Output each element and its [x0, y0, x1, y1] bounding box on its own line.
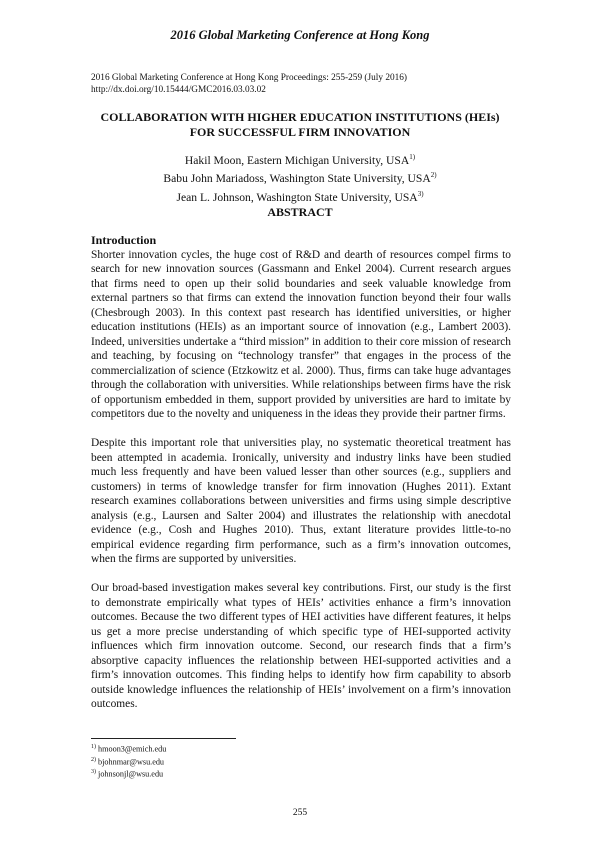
title-line-1: COLLABORATION WITH HIGHER EDUCATION INSTITUTIONS (HEIs)	[100, 110, 500, 124]
body-text	[91, 233, 511, 726]
footnote	[91, 767, 391, 780]
author-name: Hakil Moon, Eastern Michigan University, USA	[184, 153, 410, 167]
doi-link[interactable]: http://dx.doi.org/10.15444/GMC2016.03.03.02	[91, 85, 266, 95]
footnote-email[interactable]: bjohnmar@wsu.edu	[98, 757, 165, 767]
footnote-marker: 3)	[91, 769, 96, 776]
section-heading: Introduction	[91, 233, 157, 247]
footnote-marker: 1)	[409, 153, 416, 161]
footnote-marker: 1)	[91, 744, 96, 750]
footnote-marker: 3)	[417, 189, 424, 198]
footnote	[91, 742, 391, 755]
author-name: Jean L. Johnson, Washington State University, USA	[176, 190, 418, 204]
footnote-email[interactable]: hmoon3@emich.edu	[98, 744, 167, 754]
abstract-heading: ABSTRACT	[267, 205, 333, 219]
author-name: Babu John Mariadoss, Washington State University, USA	[163, 172, 431, 186]
body-paragraph: Our broad-based investigation makes several key contributions. First, our study is the first to demonstrate empirically what types of HEIs’ activities enhance a firm’s innovation outcomes. Because the two different types of HEI activities have different features, it helps us get a more precise understanding of which specific type of HEI-supported activity influences which firm innovation outcome. Second, our research finds that a firm’s absorptive capacity influences the relationship between HEI-supported activities and a firm’s innovation outcomes. This finding helps to identify how firm capability to absorb outside knowledge influences the relationship of HEIs’ involvement on a firm’s innovation outcomes.	[91, 582, 511, 710]
footnote-marker: 2)	[91, 756, 96, 763]
page-number: 255	[292, 808, 308, 818]
body-paragraph: Despite this important role that universities play, no systematic theoretical treatment has been attempted in academia. Ironically, university and industry links have been studied much less frequently and have been valued lesser than other sources (e.g., suppliers and customers) in terms of knowledge transfer for firm innovation (Hughes 2011). Extant research examines collaborations between universities and firms using simple descriptive analysis (e.g., Laursen and Salter 2004) and illustrates the relationship with anecdotal evidence (e.g., Cosh and Hughes 2010). Thus, extant literature provides little-to-no empirical evidence regarding firm performance, such as a firm’s innovation outcomes, when the firms are supported by universities.	[91, 437, 511, 565]
author-line	[60, 168, 540, 186]
footnote	[91, 755, 391, 768]
author-line	[60, 150, 540, 168]
conference-header: 2016 Global Marketing Conference at Hong Kong	[170, 28, 430, 42]
proceedings-citation: 2016 Global Marketing Conference at Hong Kong Proceedings: 255-259 (July 2016)	[91, 73, 408, 83]
paper-title	[60, 110, 540, 140]
footnote-marker: 2)	[430, 171, 437, 180]
author-line	[60, 187, 540, 205]
body-paragraph: Shorter innovation cycles, the huge cost of R&D and dearth of resources compel firms to search for new innovation sources (Gassmann and Enkel 2004). Current research argues that firms need to open up their solid boundaries and seek valuable knowledge from external partners so that firms can extend the innovation function beyond their four walls (Chesbrough 2003). In this context past research has identified universities, or higher education institutions (HEIs) as an important source of innovation (e.g., Lambert 2003). Indeed, universities undertake a “third mission” in addition to their core mission of research and teaching, by focusing on “technology transfer” that engages in the process of the commercialization of science (Etzkowitz et al. 2000). Thus, firms can take huge advantages through the collaboration with universities. While relationships between firms have the risk of opportunism embedded in them, support provided by universities are hard to imitate by competitors due to the novelty and uniqueness in the ideas they provide their partner firms.	[91, 248, 511, 420]
proceedings-info	[91, 72, 511, 96]
footnote-email[interactable]: johnsonjl@wsu.edu	[98, 770, 164, 780]
author-list	[60, 150, 540, 205]
title-line-2: FOR SUCCESSFUL FIRM INNOVATION	[189, 125, 411, 139]
footnote-divider	[91, 738, 236, 739]
footnotes	[91, 742, 391, 780]
